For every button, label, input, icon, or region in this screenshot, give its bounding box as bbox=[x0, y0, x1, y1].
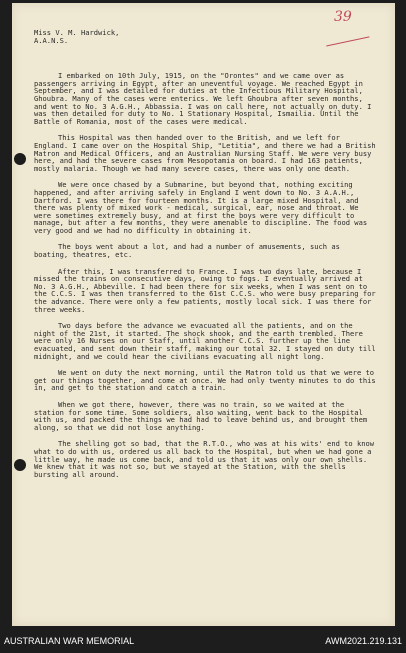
paragraph-2: This Hospital was then handed over to the British, and we left for England. I came over on the Hospital Ship, "Letitia", and there we had a British Matron and Medical Officers, and an Australian Nursing Staff. We were very busy here, and had the severe cases from Mesopotamia on board. I had 163 patients, mostly malaria. Though we had many severe cases, there was only one death. bbox=[34, 133, 380, 173]
punch-hole-top bbox=[14, 153, 26, 165]
paragraph-4: The boys went about a lot, and had a number of amusements, such as boating, theatres, etc. bbox=[34, 242, 345, 260]
punch-hole-bottom bbox=[14, 459, 26, 471]
paragraph-6: Two days before the advance we evacuated all the patients, and on the night of the 21st, it started. The shock shook, and the earth trembled. There were only 16 Nurses on our Staff, until another C.C.S. further up the line evacuated, and sent down their staff, making our total 32. I stayed on duty till midnight, and we could hear the civilians evacuating all night long. bbox=[34, 321, 380, 361]
paragraph-1: I embarked on 10th July, 1915, on the "Orontes" and we came over as passengers arriving in Egypt, after an uneventful voyage. We reached Egypt in September, and I was detailed for duties at the Infectious Military Hospital, Ghoubra. Many of the cases were enterics. We left Ghoubra after seven months, and went to No. 3 A.G.H., Abbassia. I was on call here, not actually on duty. I was then detailed for duty to No. 1 Stationary Hospital, Ismailia. Until the Battle of Romania, most of the cases were medical. bbox=[34, 71, 376, 126]
handwritten-page-number: 39 bbox=[334, 9, 352, 25]
paragraph-5: After this, I was transferred to France. I was two days late, because I missed the trains on consecutive days, owing to fogs. I eventually arrived at No. 3 A.G.H., Abbeville. I had been there for six weeks, when I was sent on to the C.C.S. I was then transferred to the 61st C.C.S. who were busy preparing for the advance. There were only a few patients, mostly local sick. I was there for three weeks. bbox=[34, 266, 380, 314]
recipient-unit: A.A.N.S. bbox=[34, 35, 69, 45]
document-page bbox=[12, 3, 395, 626]
paragraph-9: The shelling got so bad, that the R.T.O., who was at his wits' end to know what to do with us, ordered us all back to the Hospital, but when we had gone a little way, he made us come back, and told us that it was only our own shells. We knew that it was not so, but we stayed at the Station, with the shells bursting all around. bbox=[34, 439, 379, 479]
paragraph-8: When we got there, however, there was no train, so we waited at the station for some time. Some soldiers, also waiting, went back to the Hospital with us, and packed the things we had had to leave behind us, and brought them along, so that we did not lose anything. bbox=[34, 399, 372, 432]
typed-text-body bbox=[34, 29, 378, 478]
archive-footer-bar bbox=[0, 628, 406, 653]
recipient-name: Miss V. M. Hardwick, bbox=[34, 28, 120, 37]
paragraph-7: We went on duty the next morning, until the Matron told us that we were to get our things together, and come at once. We had only twenty minutes to do this in, and get to the station and catch a train. bbox=[34, 368, 380, 393]
paragraph-3: We were once chased by a Submarine, but beyond that, nothing exciting happened, and after arriving safely in England I went down to No. 3 A.A.H., Dartford. I was there for fourteen months. It is a large mixed Hospital, and there was plenty of mixed work - medical, surgical, ear, nose and throat. We were sometimes extremely busy, and at first the boys were very difficult to manage, but after a few months, they were amenable to discipline. The food was very good and we had no difficulty in obtaining it. bbox=[34, 180, 372, 235]
archive-reference: AWM2021.219.131 bbox=[325, 636, 402, 646]
archive-source: AUSTRALIAN WAR MEMORIAL bbox=[4, 636, 135, 646]
